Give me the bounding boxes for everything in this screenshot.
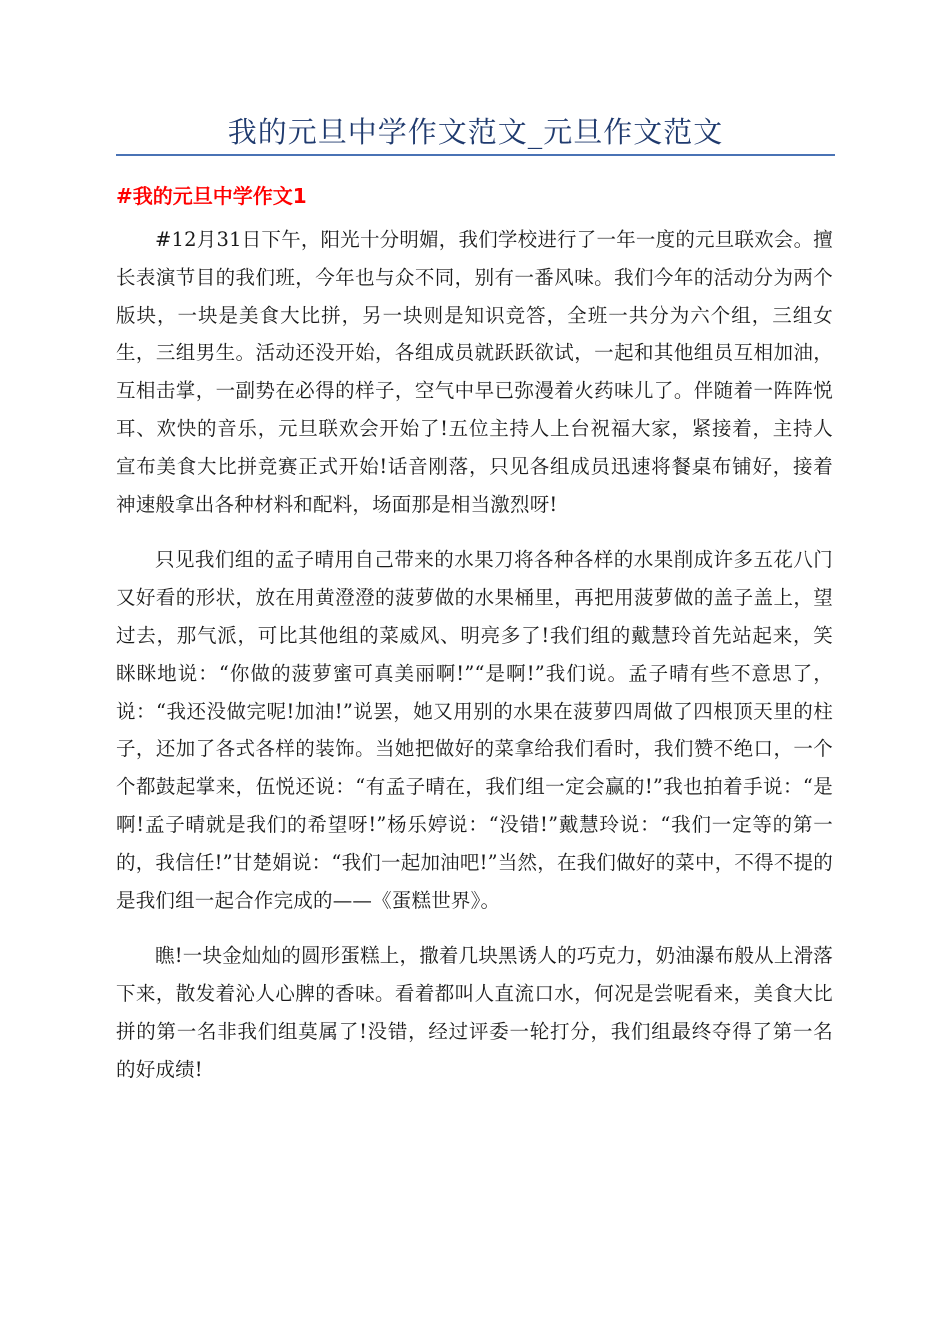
title-underline — [116, 154, 835, 156]
paragraph-1: #12月31日下午，阳光十分明媚，我们学校进行了一年一度的元旦联欢会。擅长表演节目的我们班，今年也与众不同，别有一番风味。我们今年的活动分为两个版块，一块是美食大比拼，另一块则是知识竞答，全班一共分为六个组，三组女生，三组男生。活动还没开始，各组成员就跃跃欲试，一起和其他组员互相加油，互相击掌，一副势在必得的样子，空气中早已弥漫着火药味儿了。伴随着一阵阵悦耳、欢快的音乐，元旦联欢会开始了!五位主持人上台祝福大家，紧接着，主持人宣布美食大比拼竞赛正式开始!话音刚落，只见各组成员迅速将餐桌布铺好，接着神速般拿出各种材料和配料，场面那是相当激烈呀! — [116, 228, 833, 516]
paragraph-3: 瞧!一块金灿灿的圆形蛋糕上，撒着几块黑诱人的巧克力，奶油瀑布般从上滑落下来，散发着沁人心脾的香味。看着都叫人直流口水，何况是尝呢看来，美食大比拼的第一名非我们组莫属了!没错，经过评委一轮打分，我们组最终夺得了第一名的好成绩! — [116, 944, 833, 1081]
article-body — [116, 221, 833, 1107]
document-title: 我的元旦中学作文范文_元旦作文范文 — [227, 115, 724, 149]
section-heading: #我的元旦中学作文1 — [116, 184, 307, 208]
paragraph-2: 只见我们组的孟子晴用自己带来的水果刀将各种各样的水果削成许多五花八门又好看的形状，放在用黄澄澄的菠萝做的水果桶里，再把用菠萝做的盖子盖上，望过去，那气派，可比其他组的菜威风、明亮多了!我们组的戴慧玲首先站起来，笑眯眯地说：“你做的菠萝蜜可真美丽啊!”“是啊!”我们说。孟子晴有些不意思了，说：“我还没做完呢!加油!”说罢，她又用别的水果在菠萝四周做了四根顶天里的柱子，还加了各式各样的装饰。当她把做好的菜拿给我们看时，我们赞不绝口，一个个都鼓起掌来，伍悦还说：“有孟子晴在，我们组一定会赢的!”我也拍着手说：“是啊!孟子晴就是我们的希望呀!”杨乐婷说：“没错!”戴慧玲说：“我们一定等的第一的，我信任!”甘楚娟说：“我们一起加油吧!”当然，在我们做好的菜中，不得不提的是我们组一起合作完成的——《蛋糕世界》。 — [116, 548, 833, 912]
